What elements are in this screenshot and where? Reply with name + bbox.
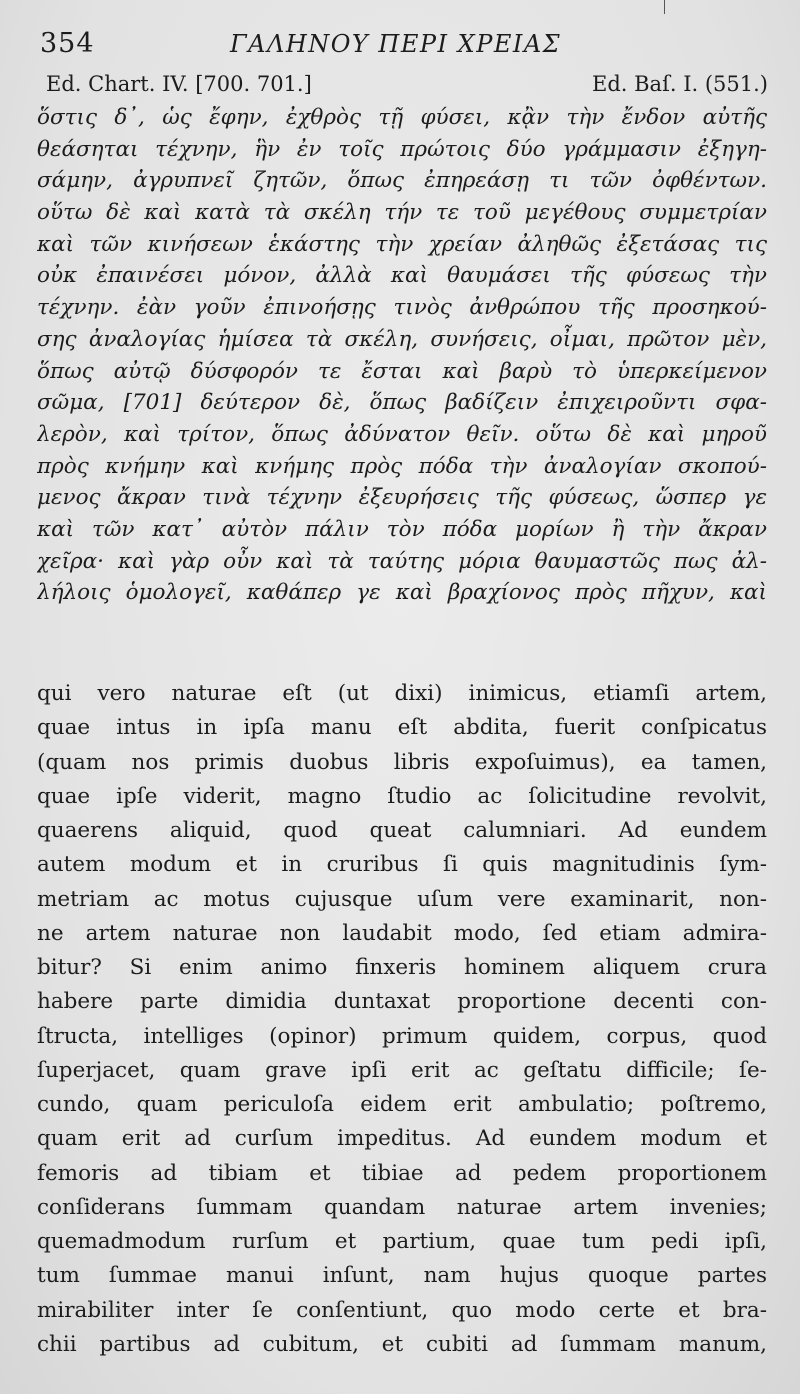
- latin-text-line: quemadmodum rurſum et partium, quae tum pedi ipſi,: [37, 1229, 767, 1254]
- greek-text-line: ὅστις δ᾽, ὡς ἔφην, ἐχθρὸς τῇ φύσει, κᾂν τὴν ἔνδον αὐτῆς: [37, 105, 767, 130]
- greek-text-line: λερὸν, καὶ τρίτον, ὅπως ἀδύνατον θεῖν. οὕτω δὲ καὶ μηροῦ: [37, 421, 767, 447]
- latin-text-line: cundo, quam periculoſa eidem erit ambulatio; poſtremo,: [37, 1092, 767, 1117]
- latin-text-line: ne artem naturae non laudabit modo, ſed etiam admira-: [37, 920, 767, 946]
- latin-text-line: (quam nos primis duobus libris expoſuimus), ea tamen,: [37, 749, 767, 775]
- greek-text: [37, 102, 767, 609]
- greek-text-line: σης ἀναλογίας ἡμίσεα τὰ σκέλη, συνήσεις, οἶμαι, πρῶτον μὲν,: [37, 326, 767, 352]
- margin-mark: [664, 0, 665, 14]
- greek-text-line: χεῖρα· καὶ γὰρ οὖν καὶ τὰ ταύτης μόρια θαυμαστῶς πως ἀλ-: [37, 548, 767, 574]
- greek-text-line: οὐκ ἐπαινέσει μόνον, ἀλλὰ καὶ θαυμάσει τῆς φύσεως τὴν: [37, 263, 767, 289]
- latin-text-line: quaerens aliquid, quod queat calumniari. Ad eundem: [37, 818, 767, 843]
- latin-text-line: ſtructa, intelliges (opinor) primum quidem, corpus, quod: [37, 1023, 767, 1049]
- greek-text-line: πρὸς κνήμην καὶ κνήμης πρὸς πόδα τὴν ἀναλογίαν σκοπού-: [37, 453, 767, 479]
- latin-text-line: mirabiliter inter ſe conſentiunt, quo modo certe et bra-: [37, 1297, 767, 1323]
- latin-text-line: chii partibus ad cubitum, et cubiti ad ſummam manum,: [37, 1331, 767, 1357]
- running-title: ΓΑΛΗΝΟΥ ΠΕΡΙ ΧΡΕΙΑΣ: [230, 30, 562, 58]
- latin-text-line: metriam ac motus cujusque uſum vere examinarit, non-: [37, 886, 767, 912]
- latin-text-line: habere parte dimidia duntaxat proportione decenti con-: [37, 989, 767, 1015]
- edition-reference: [46, 72, 768, 102]
- latin-text-line: quae ipſe viderit, magno ſtudio ac ſolicitudine revolvit,: [37, 783, 767, 809]
- greek-text-line: οὕτω δὲ καὶ κατὰ τὰ σκέλη τήν τε τοῦ μεγέθους συμμετρίαν: [37, 200, 767, 226]
- latin-text-line: ſuperjacet, quam grave ipſi erit ac geſtatu difficile; ſe-: [37, 1057, 767, 1083]
- greek-text-line: μενος ἄκραν τινὰ τέχνην ἐξευρήσεις τῆς φύσεως, ὥσπερ γε: [37, 485, 767, 511]
- greek-text-line: θεάσηται τέχνην, ἣν ἐν τοῖς πρώτοις δύο γράμμασιν ἐξηγη-: [37, 136, 767, 162]
- page-number: 354: [40, 28, 95, 59]
- page-header: [40, 28, 770, 64]
- greek-text-line: σῶμα, [701] δεύτερον δὲ, ὅπως βαδίζειν ἐπιχειροῦντι σφα-: [37, 390, 767, 416]
- latin-text-line: quae intus in ipſa manu eſt abdita, fuerit conſpicatus: [37, 715, 767, 741]
- latin-text-line: quam erit ad curſum impeditus. Ad eundem modum et: [37, 1126, 767, 1152]
- latin-text-line: qui vero naturae eſt (ut dixi) inimicus, etiamſi artem,: [37, 681, 767, 706]
- latin-text-line: conſiderans ſummam quandam naturae artem invenies;: [37, 1194, 767, 1220]
- greek-text-line: λήλοις ὁμολογεῖ, καθάπερ γε καὶ βραχίονος πρὸς πῆχυν, καὶ: [37, 580, 767, 606]
- latin-text-line: femoris ad tibiam et tibiae ad pedem proportionem: [37, 1160, 767, 1186]
- greek-text-line: καὶ τῶν κινήσεων ἑκάστης τὴν χρείαν ἀληθῶς ἐξετάσας τις: [37, 231, 767, 257]
- latin-text-line: tum ſummae manui inſunt, nam hujus quoque partes: [37, 1263, 767, 1289]
- edition-chart-ref: Ed. Chart. IV. [700. 701.]: [46, 72, 312, 96]
- greek-text-line: σάμην, ἀγρυπνεῖ ζητῶν, ὅπως ἐπηρεάσῃ τι τῶν ὀφθέντων.: [37, 168, 767, 194]
- latin-text: [37, 677, 767, 1362]
- edition-basel-ref: Ed. Baſ. I. (551.): [592, 72, 768, 96]
- greek-text-line: καὶ τῶν κατ᾽ αὐτὸν πάλιν τὸν πόδα μορίων ἢ τὴν ἄκραν: [37, 516, 767, 542]
- greek-text-line: ὅπως αὐτῷ δύσφορόν τε ἔσται καὶ βαρὺ τὸ ὑπερκείμενον: [37, 358, 767, 384]
- latin-text-line: bitur? Si enim animo finxeris hominem aliquem crura: [37, 955, 767, 980]
- greek-text-line: τέχνην. ἐὰν γοῦν ἐπινοήσῃς τινὸς ἀνθρώπου τῆς προσηκού-: [37, 295, 767, 321]
- latin-text-line: autem modum et in cruribus ſi quis magnitudinis ſym-: [37, 852, 767, 878]
